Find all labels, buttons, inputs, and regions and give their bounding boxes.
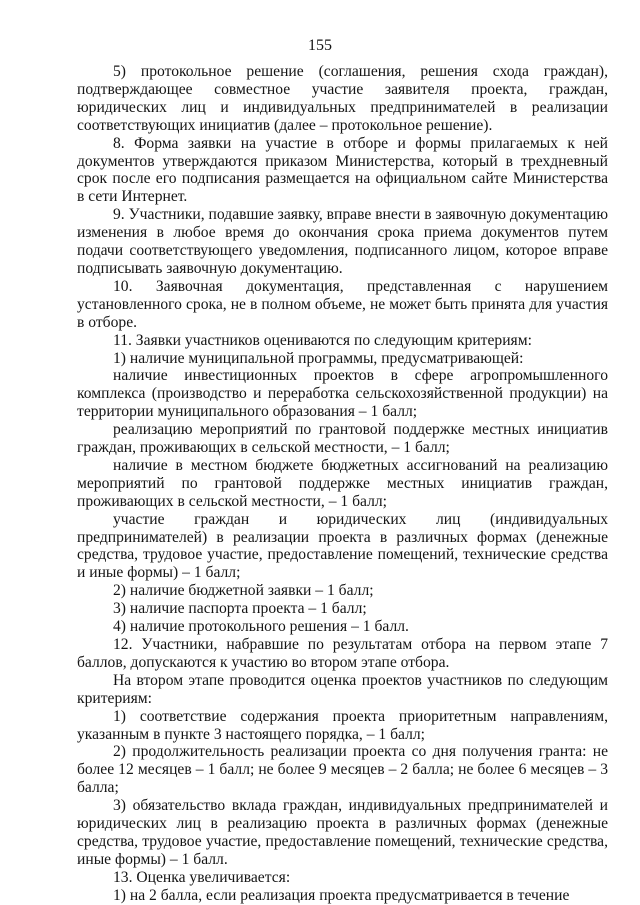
paragraph-8-application-form: 8. Форма заявки на участие в отборе и формы прилагаемых к ней документов утверждаются приказом Министерства, который в трехдневный срок после его подписания размещается на официальном сайте Министерства в сети Интернет.	[77, 134, 608, 206]
second-stage-criterion-3: 3) обязательство вклада граждан, индивидуальных предпринимателей и юридических лиц в реализацию проекта в различных формах (денежные средства, трудовое участие, предоставление помещений, технические средства, иные формы) – 1 балл.	[77, 797, 608, 868]
criterion-citizen-participation: участие граждан и юридических лиц (индивидуальных предпринимателей) в реализации проекта в различных формах (денежные средства, трудовое участие, предоставление помещений, технические средства и иные формы) – 1 балл;	[77, 510, 608, 582]
second-stage-criterion-1: 1) соответствие содержания проекта приоритетным направлениям, указанным в пункте 3 настоящего порядка, – 1 балл;	[77, 707, 608, 743]
paragraph-13-score-increase: 13. Оценка увеличивается:	[113, 868, 291, 886]
criterion-budget-allocations: наличие в местном бюджете бюджетных ассигнований на реализацию мероприятий по грантовой поддержке местных инициатив граждан, проживающих в сельской местности, – 1 балл;	[77, 456, 608, 510]
criterion-grant-support: реализацию мероприятий по грантовой поддержке местных инициатив граждан, проживающих в сельской местности, – 1 балл;	[77, 421, 608, 457]
paragraph-second-stage: На втором этапе проводится оценка проектов участников по следующим критериям:	[77, 671, 608, 707]
paragraph-9-amendments: 9. Участники, подавшие заявку, вправе внести в заявочную документацию изменения в любое время до окончания срока приема документов путем подачи соответствующего уведомления, подписанного лицом, которое вправе подписывать заявочную документацию.	[77, 206, 608, 277]
criterion-4-protocol-decision: 4) наличие протокольного решения – 1 балл.	[113, 618, 409, 636]
paragraph-5-protocol-decision: 5) протокольное решение (соглашения, решения схода граждан), подтверждающее совместное участие заявителя проекта, граждан, юридических лиц и индивидуальных предпринимателей в реализации соответствующих инициатив (далее – протокольное решение).	[77, 63, 608, 134]
page-number: 155	[308, 37, 332, 54]
score-increase-item-1: 1) на 2 балла, если реализация проекта предусматривается в течение	[113, 886, 570, 904]
criterion-2-budget-application: 2) наличие бюджетной заявки – 1 балл;	[113, 582, 374, 600]
document-body	[77, 63, 608, 905]
criterion-investment-projects: наличие инвестиционных проектов в сфере агропромышленного комплекса (производство и переработка сельскохозяйственной продукции) на территории муниципального образования – 1 балл;	[77, 367, 608, 421]
paragraph-12-first-stage: 12. Участники, набравшие по результатам отбора на первом этапе 7 баллов, допускаются к участию во втором этапе отбора.	[77, 636, 608, 671]
paragraph-11-criteria: 11. Заявки участников оцениваются по следующим критериям:	[113, 331, 532, 349]
second-stage-criterion-2: 2) продолжительность реализации проекта со дня получения гранта: не более 12 месяцев – 1 балл; не более 9 месяцев – 2 балла; не более 6 месяцев – 3 балла;	[77, 743, 608, 797]
criterion-3-project-passport: 3) наличие паспорта проекта – 1 балл;	[113, 600, 367, 618]
paragraph-10-late-documents: 10. Заявочная документация, представленная с нарушением установленного срока, не в полном объеме, не может быть принята для участия в отборе.	[77, 277, 608, 331]
criterion-1-municipal-program: 1) наличие муниципальной программы, предусматривающей:	[113, 349, 524, 367]
